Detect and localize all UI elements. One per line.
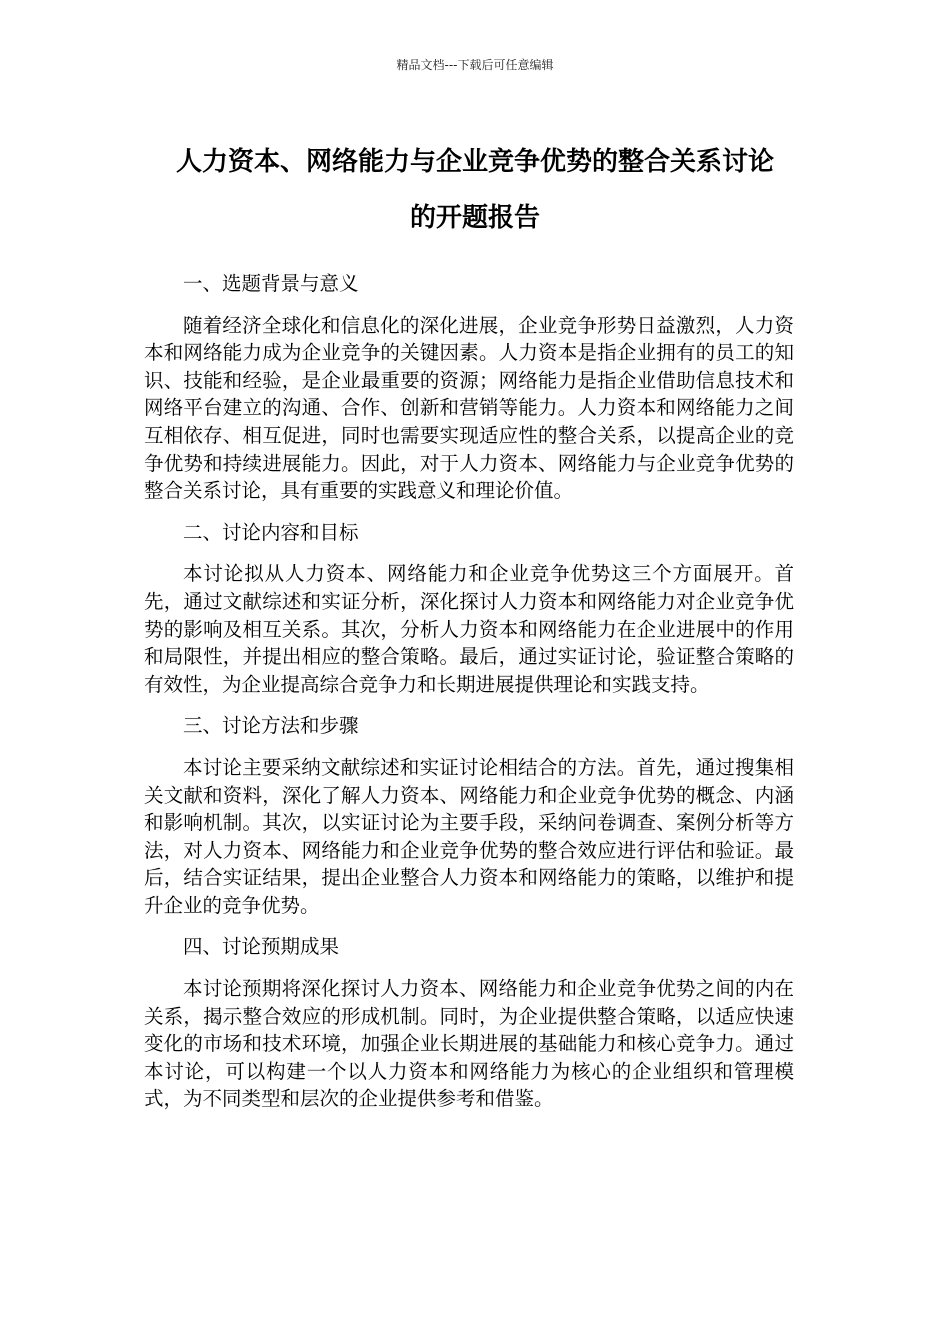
title-line-1: 人力资本、网络能力与企业竞争优势的整合关系讨论: [175, 147, 774, 177]
document-body: [144, 270, 794, 1127]
section-heading: 四、讨论预期成果: [183, 935, 340, 959]
section-paragraph: 本讨论主要采纳文献综述和实证讨论相结合的方法。首先，通过搜集相关文献和资料，深化了解人力资本、网络能力和企业竞争优势的概念、内涵和影响机制。其次，以实证讨论为主要手段，采纳问卷调查、案例分析等方法，对人力资本、网络能力和企业竞争优势的整合效应进行评估和验证。最后，结合实证结果，提出企业整合人力资本和网络能力的策略，以维护和提升企业的竞争优势。: [144, 755, 794, 917]
section-content-goals: [144, 519, 794, 699]
section-background: [144, 270, 794, 505]
section-heading: 三、讨论方法和步骤: [183, 714, 359, 738]
section-paragraph: 本讨论预期将深化探讨人力资本、网络能力和企业竞争优势之间的内在关系，揭示整合效应的形成机制。同时，为企业提供整合策略，以适应快速变化的市场和技术环境，加强企业长期进展的基础能力和核心竞争力。通过本讨论，可以构建一个以人力资本和网络能力为核心的企业组织和管理模式，为不同类型和层次的企业提供参考和借鉴。: [144, 977, 794, 1111]
header-note: 精品文档---下载后可任意编辑: [396, 58, 554, 72]
section-expected-results: [144, 933, 794, 1113]
section-heading: 二、讨论内容和目标: [183, 520, 359, 544]
document-title: [140, 134, 810, 246]
section-paragraph: 本讨论拟从人力资本、网络能力和企业竞争优势这三个方面展开。首先，通过文献综述和实证分析，深化探讨人力资本和网络能力对企业竞争优势的影响及相互关系。其次，分析人力资本和网络能力在企业进展中的作用和局限性，并提出相应的整合策略。最后，通过实证讨论，验证整合策略的有效性，为企业提高综合竞争力和长期进展提供理论和实践支持。: [144, 562, 794, 696]
section-heading: 一、选题背景与意义: [183, 272, 359, 295]
section-methods: [144, 712, 794, 919]
title-line-2: 的开题报告: [409, 203, 540, 233]
section-paragraph: 随着经济全球化和信息化的深化进展，企业竞争形势日益激烈，人力资本和网络能力成为企业竞争的关键因素。人力资本是指企业拥有的员工的知识、技能和经验，是企业最重要的资源；网络能力是指企业借助信息技术和网络平台建立的沟通、合作、创新和营销等能力。人力资本和网络能力之间互相依存、相互促进，同时也需要实现适应性的整合关系，以提高企业的竞争优势和持续进展能力。因此，对于人力资本、网络能力与企业竞争优势的整合关系讨论，具有重要的实践意义和理论价值。: [144, 313, 794, 503]
